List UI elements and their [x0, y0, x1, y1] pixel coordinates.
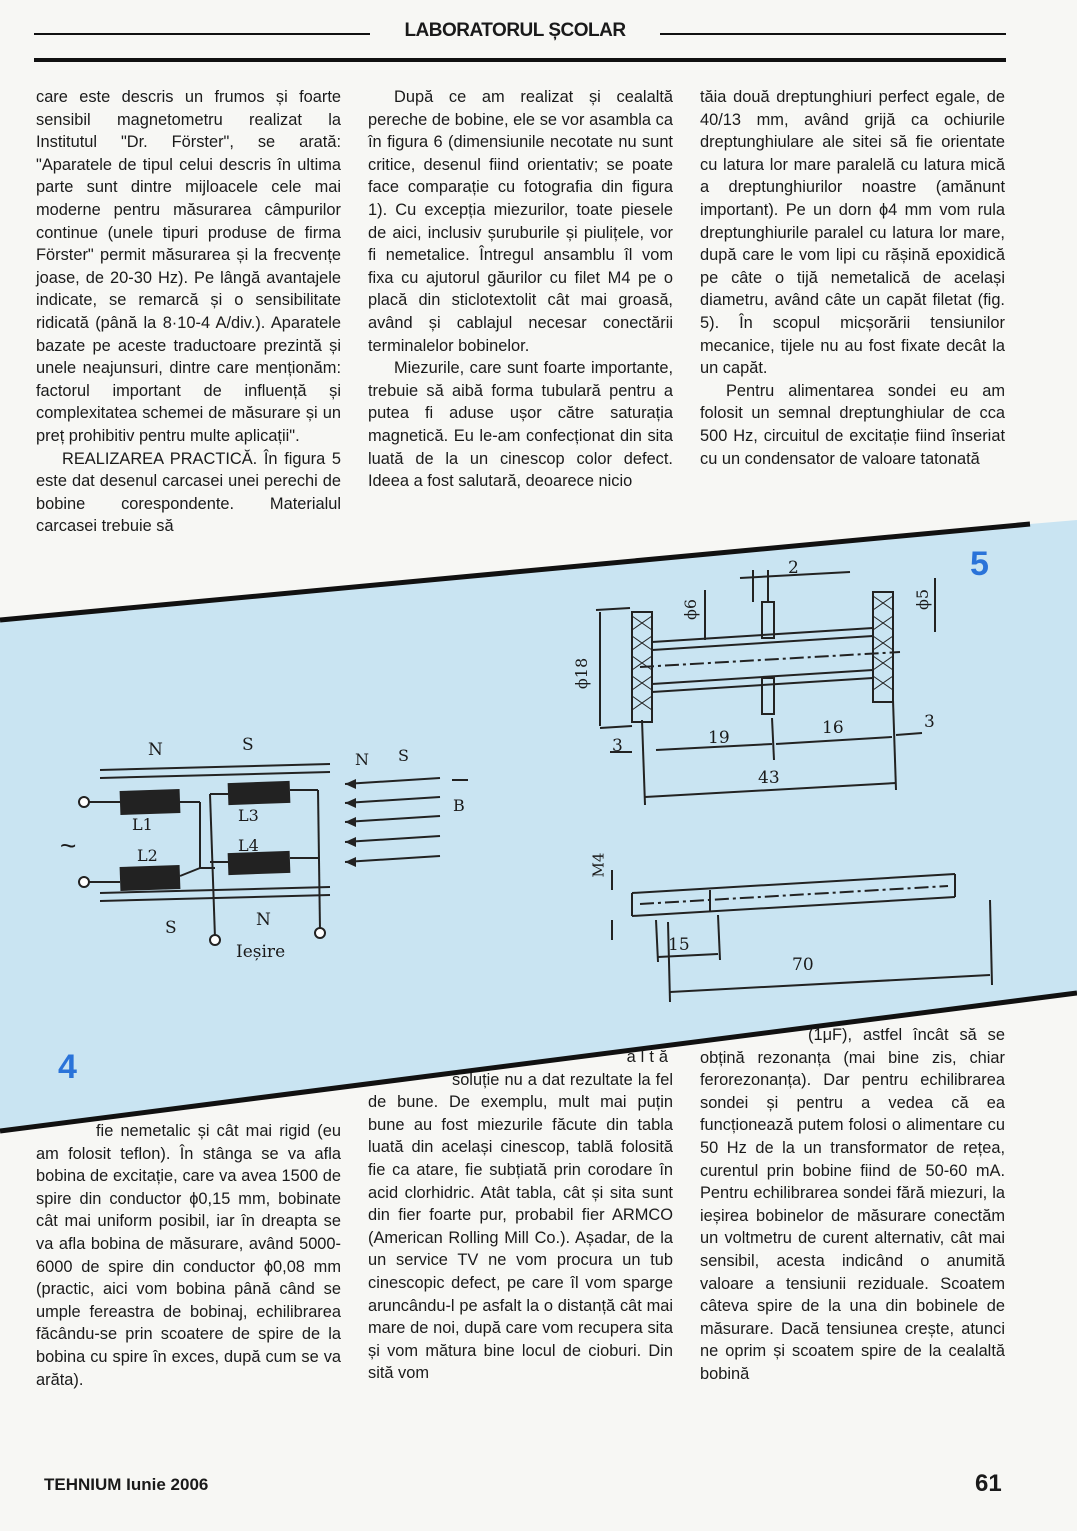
fig5-dim-d5: ϕ5: [913, 588, 933, 611]
fig4-label-l1: L1: [132, 815, 153, 834]
column-1-bottom-paragraph: fie nemetalic și cât mai rigid (eu am folosit teflon). În stânga se va afla bobina de excitație, care va avea 1500 de spire din conductor ϕ0,15 mm, bobinate cât mai uniform posibil, iar în dreapta se va afla bobina de măsurare, având 5000-6000 de spire din conductor ϕ0,08 mm (practic, aici vom bobina până când se umple fereastra de bobinaj, echilibrarea făcându-se prin scoatere de spire de la bobina cu spire în exces, după cum se va arăta).: [36, 1122, 341, 1389]
fig4-label-n-bottom: N: [256, 910, 271, 930]
fig4-field-label-s: S: [398, 746, 409, 765]
column-2-bottom: [368, 1046, 673, 1385]
fig5-dim-m4: M4: [589, 852, 608, 878]
fig4-label-n-top: N: [148, 740, 163, 760]
fig4-label-l2: L2: [137, 846, 158, 865]
fig5-dim-d6: ϕ6: [681, 598, 701, 621]
fig4-label-iesire: Ieșire: [236, 942, 286, 962]
column-3-bottom: [700, 1024, 1005, 1386]
column-2-top-paragraph-2: Miezurile, care sunt foarte importante, trebuie să aibă forma tubulară pentru a putea fi aduse ușor către saturația magnetică. Eu le-am confecționat din sita luată de la un cinescop color defect. Ideea a fost salutară, deoarece nicio: [368, 359, 673, 491]
fig4-field-label-n: N: [355, 750, 369, 769]
column-1-bottom: [36, 1120, 341, 1391]
fig5-dim-d18: ϕ18: [572, 657, 592, 690]
fig5-dim-three-left: 3: [612, 736, 623, 756]
fig5-dim-sixteen: 16: [822, 718, 844, 738]
fig4-field-vector-b: B: [453, 796, 465, 815]
column-3-top-paragraph-2: Pentru alimentarea sondei eu am folosit un semnal dreptunghiular de cca 500 Hz, circuitul de excitație fiind înseriat cu un condensator de valoare tatonată: [700, 381, 1005, 468]
column-1-top-paragraph-2: REALIZAREA PRACTICĂ. În figura 5 este dat desenul carcasei unei perechi de bobine corespondente. Materialul carcasei trebuie să: [36, 449, 341, 536]
fig4-label-s-bottom: S: [165, 918, 177, 938]
fig5-dim-fifteen: 15: [668, 935, 690, 955]
fig5-dim-seventy: 70: [792, 955, 814, 975]
fig4-label-l4: L4: [238, 836, 259, 855]
fig5-dim-nineteen: 19: [708, 728, 730, 748]
figure-5-number: 5: [970, 545, 989, 583]
fig5-dim-fortythree: 43: [758, 768, 780, 788]
column-3-top-paragraph-1: tăia două dreptunghiuri perfect egale, de 40/13 mm, având grijă ca ochiurile dreptunghiulare ale sitei să fie orientate cu latura lor mare paralelă cu latura mică a dreptunghiurilor noastre (amănunt important). Pe un dorn ϕ4 mm vom rula dreptunghiurile paralel cu latura lor mare, după care le vom lipi cu rășină epoxidică pe câte o tijă nemetalică de același diametru, având câte un capăt filetat (fig. 5). În scopul micșorării tensiunilor mecanice, tijele nu au fost fixate decât la un capăt.: [700, 88, 1005, 378]
column-2-bottom-paragraph: soluție nu a dat rezultate la fel de bune. De exemplu, mult mai puțin bune au fost miezurile făcute din tabla luată din același cinescop, tablă folosită fie ca atare, fie subțiată prin corodare în acid clorhidric. Atât tabla, cât și sita sunt din fier foarte pur, probabil fier ARMCO (American Rolling Mill Co.). Așadar, de la un service TV ne vom procura un tub cinescopic defect, pe care îl vom sparge aruncându-l pe asfalt la o distanță cât mai mare de noi, după care vom recupera sita și vom mătura bine locul de cioburi. Din sită vom: [368, 1070, 673, 1383]
section-title: LABORATORUL ȘCOLAR: [404, 20, 626, 41]
column-2-bottom-word: altă: [626, 1048, 673, 1066]
fig5-dim-three-right: 3: [924, 712, 935, 732]
fig4-label-s-top: S: [242, 735, 254, 755]
fig4-label-l3: L3: [238, 806, 259, 825]
page-number: 61: [975, 1470, 1002, 1497]
column-1-top-paragraph-1: care este descris un frumos și foarte sensibil magnetometru realizat la Institutul "Dr. Förster", se arată: "Aparatele de tipul celui descris în ultima parte sunt dintre mijloacele cele mai moderne pentru măsurarea câmpurilor continue (unele tipuri produse de firma Förster" permit măsurarea și la frecvențe joase, de 20-30 Hz). Pe lângă avantajele indicate, se remarcă și o sensibilitate ridicată (până la 8·10-4 A/div.). Aparatele bazate pe aceste traductoare prezintă și unele neajunsuri, dintre care menționăm: factorul important de influență și complexitatea schemei de măsurare și un preț prohibitiv pentru multe aplicații".: [36, 88, 341, 445]
fig4-ac-source-tilde: ~: [60, 830, 77, 861]
fig5-dim-two: 2: [788, 558, 799, 578]
column-3-bottom-paragraph: (1μF), astfel încât să se obțină rezonanța (mai bine zis, chiar ferorezonanța). Dar pentru echilibrarea sondei și pentru a vedea că ea funcționează putem folosi o alimentare cu 50 Hz de la un transformator de rețea, curentul prin bobine fiind de 50-60 mA. Pentru echilibrarea sondei fără miezuri, la ieșirea bobinelor de măsurare conectăm un voltmetru de curent alternativ, cât mai sensibil, acesta indicând o anumită valoare a tensiunii reziduale. Scoatem câteva spire de la una din bobinele de măsurare. Dacă tensiunea crește, atunci ne oprim și scoatem spire de la cealaltă bobină: [700, 1026, 1005, 1383]
column-2-top-paragraph-1: După ce am realizat și cealaltă pereche de bobine, ele se vor asambla ca în figura 6 (dimensiunile necotate nu sunt critice, desenul fiind orientativ; se poate face comparație cu fotografia din figura 1). Cu excepția miezurilor, toate piesele de aici, inclusiv șuruburile și piulițele, vor fi nemetalice. Întregul ansamblu îl vom fixa cu ajutorul găurilor cu filet M4 pe o placă din sticlotextolit cât mai groasă, având și cablajul necesar conectării terminalelor bobinelor.: [368, 88, 673, 355]
footer-magazine: TEHNIUM Iunie 2006: [44, 1475, 209, 1494]
figure-4-number: 4: [58, 1048, 77, 1086]
